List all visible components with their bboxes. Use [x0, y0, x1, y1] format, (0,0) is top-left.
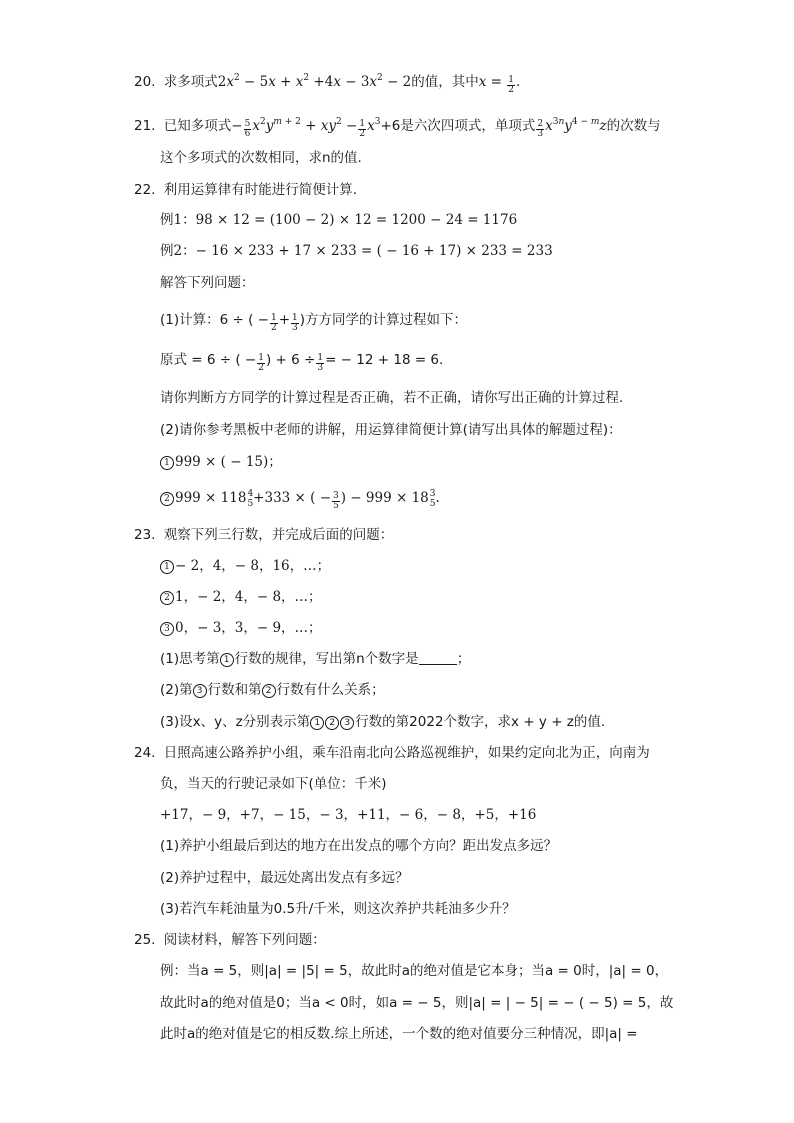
question-number: 20. — [134, 74, 156, 90]
question-22: 22. 利用运算律有时能进行简便计算. — [134, 182, 358, 198]
question-number: 23. — [134, 527, 156, 543]
question-25: 25. 阅读材料，解答下列问题： — [134, 932, 326, 948]
question-number: 24. — [134, 745, 156, 761]
q23-part-3: (3)设x、y、z分别表示第 1 2 3 行数的第2022个数字，求x + y + z的值. — [160, 714, 606, 730]
q22-part-1-solution: 原式 = 6 ÷ ( − $\frac{1}{2}$ ) + 6 ÷ $\frac{1}{3}$ = − 12 + 18 = 6. — [160, 352, 444, 373]
question-number: 22. — [134, 182, 156, 198]
document-page: 20. 求多项式$2x^2 - 5x + x^2 +4x - 3x^2 - 2$的值，其中x = $\frac{1}{2}$ . 21. 已知多项式− $\frac{5}{6}$ $x^2y^{m + 2} + xy^2$ − $\frac{1}{2}$ $x^3+6$是六次四项式，单项式 $\frac{2}{3}$ $x^{3n}y^{4 - m}z$的次数与 这个多项式的次数相同，求n的值. 22. 利用运算律有时能进行简便计算. 例1：98 × 12 = (100 − 2) × 12 = 1200 − 24 = 1176 例2：− 16 × 233 + 17 × 233 = ( − 16 + 17) × 233 = 233 解答下列问题： (1)计算：6 ÷ ( − $\frac{1}{2}$ + $\frac{1}{3}$ )方方同学的计算过程如下： 原式 = 6 ÷ ( − $\frac{1}{2}$ ) + 6 ÷ $\frac{1}{3}$ = − 12 + 18 = 6. 请你判断方方同学的计算过程是否正确，若不正确，请你写出正确的计算过程. (2)请你参考黑板中老师的讲解，用运算律简便计算(请写出具体的解题过程)： 1 999 × ( − 15)； 2 999 × 118 4 5 +333 × ( − $\frac{3}{5}$ ) − 999 × 18 3 5 . 23. 观察下列三行数，并完成后面的问题： 1 − 2，4，− 8，16，…； 2 1，− 2，4，− 8，…； 3 0，− 3，3，− 9，…； (1)思考第 1 行数的规律，写出第n个数字是 ； (2)第 3 行数和第 2 行数有什么关系； (3)设x、y、z分别表示第 1 2 3 行数的第2022个数字，求x + y + z的值. 24. 日照高速公路养护小组，乘车沿南北向公路巡视维护，如果约定向北为正，向南为 负，当天的行驶记录如下(单位：千米) +17，− 9，+7，− 15，− 3，+11，− 6，− 8，+5，+16 (1)养护小组最后到达的地方在出发点的哪个方向？距出发点多远？ (2)养护过程中，最远处离出发点有多远？ (3)若汽车耗油量为0.5升/千米，则这次养护共耗油多少升？ 25. 阅读材料，解答下列问题： 例：当a = 5，则|a| = |5| = 5，故此时a的绝对值是它本身；当a = 0时，|a| = 0， 故此时a的绝对值是0；当a < 0时，如a = − 5，则|a| = | − 5| = − ( − 5) = 5，故 此时a的绝对值是它的相反数.综上所述，一个数的绝对值要分三种情况，即|a| = — [134, 73, 674, 1042]
q22-part-2-1: 1 999 × ( − 15)； — [160, 452, 282, 472]
q23-part-1: (1)思考第 1 行数的规律，写出第n个数字是 ； — [160, 651, 471, 667]
answer-blank[interactable] — [419, 650, 457, 665]
q22-part-1: (1)计算：6 ÷ ( − $\frac{1}{2}$ + $\frac{1}{3}$ )方方同学的计算过程如下： — [160, 312, 468, 333]
q22-part-2-2: 2 999 × 118 4 5 +333 × ( − $\frac{3}{5}$ ) − 999 × 18 3 5 . — [160, 488, 440, 511]
mileage-record: +17，− 9，+7，− 15，− 3，+11，− 6，− 8，+5，+16 — [160, 807, 537, 823]
question-21: 21. 已知多项式− $\frac{5}{6}$ $x^2y^{m + 2} + xy^2$ − $\frac{1}{2}$ $x^3+6$是六次四项式，单项式 $\frac{2}{3}$ $x^{3n}y^{4 - m}z$的次数与 — [134, 117, 661, 139]
question-20: 20. 求多项式$2x^2 - 5x + x^2 +4x - 3x^2 - 2$的值，其中x = $\frac{1}{2}$ . — [134, 73, 521, 95]
row-2: 2 1，− 2，4，− 8，…； — [160, 587, 322, 607]
fraction: $\frac{1}{2}$ — [508, 75, 515, 95]
q23-part-2: (2)第 3 行数和第 2 行数有什么关系； — [160, 682, 385, 698]
circled-number: 2 — [160, 492, 174, 506]
question-number: 21. — [134, 118, 156, 134]
question-23: 23. 观察下列三行数，并完成后面的问题： — [134, 527, 394, 543]
example-2: 例2：− 16 × 233 + 17 × 233 = ( − 16 + 17) × 233 = 233 — [160, 243, 553, 259]
circled-number: 1 — [160, 456, 174, 470]
question-number: 25. — [134, 932, 156, 948]
row-1: 1 − 2，4，− 8，16，…； — [160, 556, 330, 576]
question-24: 24. 日照高速公路养护小组，乘车沿南北向公路巡视维护，如果约定向北为正，向南为 — [134, 745, 650, 761]
row-3: 3 0，− 3，3，− 9，…； — [160, 618, 322, 638]
example-1: 例1：98 × 12 = (100 − 2) × 12 = 1200 − 24 = 1176 — [160, 212, 518, 228]
